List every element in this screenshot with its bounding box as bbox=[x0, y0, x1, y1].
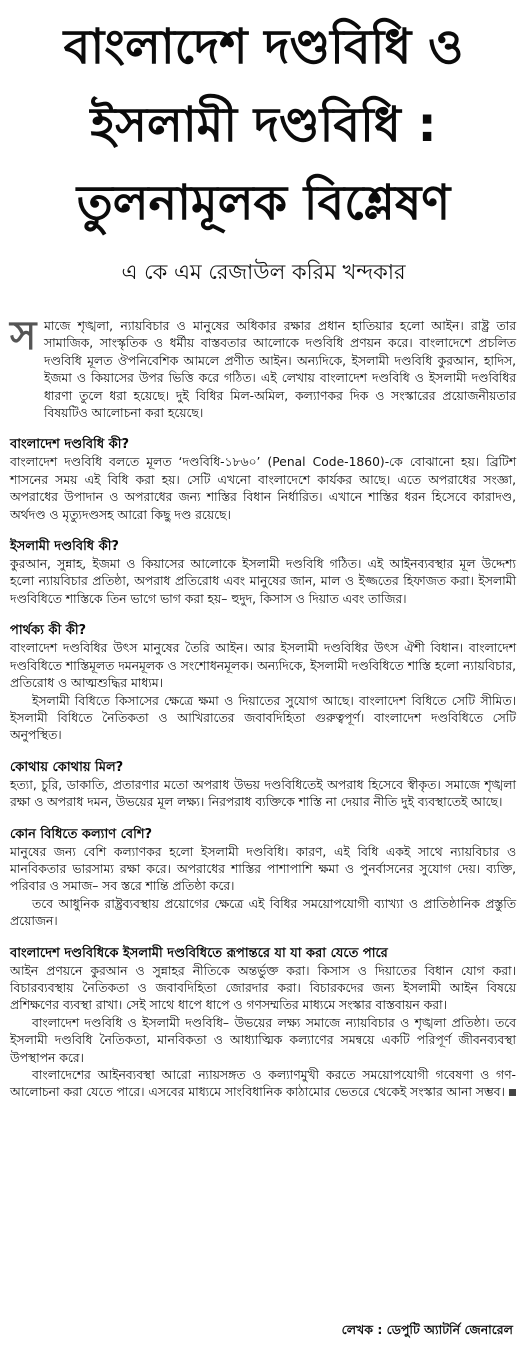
section-paragraph: বাংলাদেশ দণ্ডবিধি ও ইসলামী দণ্ডবিধি– উভয়ের লক্ষ্য সমাজে ন্যায়বিচার ও শৃঙ্খলা প্রতিষ্ঠা। তবে ইসলামী দণ্ডবিধি নৈতিকতা, মানবিকতা ও আধ্যাত্মিক কল্যাণের সমন্বয়ে একটি পরিপূর্ণ জীবনব্যবস্থা উপস্থাপন করে। bbox=[10, 1015, 516, 1065]
section-conversion-steps bbox=[10, 945, 516, 1102]
section-heading: বাংলাদেশ দণ্ডবিধি কী? bbox=[10, 437, 130, 453]
section-paragraph: আইন প্রণয়নে কুরআন ও সুন্নাহর নীতিকে অন্তর্ভুক্ত করা। কিসাস ও দিয়াতের বিধান যোগ করা। বিচারব্যবস্থায় নৈতিকতা ও জবাবদিহিতা জোরদার করা। বিচারকদের জন্য ইসলামী আইন বিষয়ে প্রশিক্ষণের ব্যবস্থা রাখা। সেই সাথে ধাপে ধাপে ও গণসম্মতির মাধ্যমে সংস্কার বাস্তবায়ন করা। bbox=[10, 963, 516, 1013]
section-heading: কোথায় কোথায় মিল? bbox=[10, 759, 124, 775]
article-headline bbox=[6, 8, 521, 242]
section-more-welfare bbox=[10, 826, 516, 931]
section-paragraph: বাংলাদেশ দণ্ডবিধি বলতে মূলত ‘দণ্ডবিধি-১৮৬০’ (Penal Code-1860)-কে বোঝানো হয়। ব্রিটিশ শাসনের সময় এই বিধি করা হয়। সেটি এখনো বাংলাদেশে কার্যকর আছে। এতে অপরাধের সংজ্ঞা, অপরাধের উপাদান ও অপরাধের জন্য শাস্তির বিধান নির্ধারিত। এখানে শাস্তির ধরন হিসেবে কারাদণ্ড, অর্থদণ্ড ও মৃত্যুদণ্ডসহ আরো কিছু দণ্ড রয়েছে। bbox=[10, 455, 516, 522]
intro-paragraph bbox=[10, 313, 516, 422]
section-paragraph-final bbox=[10, 1067, 516, 1102]
end-mark-icon bbox=[509, 1089, 516, 1096]
section-paragraph: তবে আধুনিক রাষ্ট্রব্যবস্থায় প্রয়োগের ক্ষেত্রে এই বিধির সময়োপযোগী ব্যাখ্যা ও প্রাতিষ্ঠানিক প্রস্তুতি প্রয়োজন। bbox=[10, 896, 516, 929]
section-paragraph: ইসলামী বিধিতে কিসাসের ক্ষেত্রে ক্ষমা ও দিয়াতের সুযোগ আছে। বাংলাদেশ বিধিতে সেটি সীমিত। ইসলামী বিধিতে নৈতিকতা ও আখিরাতের জবাবদিহিতা গুরুত্বপূর্ণ। বাংলাদেশ দণ্ডবিধিতে সেটি অনুপস্থিত। bbox=[10, 693, 516, 743]
author-note: লেখক : ডেপুটি অ্যাটর্নি জেনারেল bbox=[341, 1322, 513, 1337]
section-paragraph: মানুষের জন্য বেশি কল্যাণকর হলো ইসলামী দণ্ডবিধি। কারণ, এই বিধি একই সাথে ন্যায়বিচার ও মানবিকতার ভারসাম্য রক্ষা করে। অপরাধের শাস্তির পাশাপাশি ক্ষমা ও পুনর্বাসনের সুযোগ দেয়। ব্যক্তি, পরিবার ও সমাজ– সব স্তরে শান্তি প্রতিষ্ঠা করে। bbox=[10, 844, 516, 894]
section-heading: পার্থক্য কী কী? bbox=[10, 623, 87, 639]
headline-line-2: ইসলামী দণ্ডবিধি : bbox=[90, 97, 437, 153]
section-paragraph: হত্যা, চুরি, ডাকাতি, প্রতারণার মতো অপরাধ উভয় দণ্ডবিধিতেই অপরাধ হিসেবে স্বীকৃত। সমাজে শৃঙ্খলা রক্ষা ও অপরাধ দমন, উভয়ের মূল লক্ষ্য। নিরপরাধ ব্যক্তিকে শাস্তি না দেয়ার নীতি দুই ব্যবস্থাতেই আছে। bbox=[10, 777, 516, 810]
section-what-is-islamic-penal-code bbox=[10, 538, 516, 608]
intro-text: মাজে শৃঙ্খলা, ন্যায়বিচার ও মানুষের অধিকার রক্ষার প্রধান হাতিয়ার হলো আইন। রাষ্ট্র তার সামাজিক, সাংস্কৃতিক ও ধর্মীয় বাস্তবতার আলোকে দণ্ডবিধি প্রণয়ন করে। বাংলাদেশে প্রচলিত দণ্ডবিধি মূলত ঔপনিবেশিক আমলে প্রণীত আইন। অন্যদিকে, ইসলামী দণ্ডবিধি কুরআন, হাদিস, ইজমা ও কিয়াসের উপর ভিত্তি করে গঠিত। এই লেখায় বাংলাদেশ দণ্ডবিধি ও ইসলামী দণ্ডবিধির ধারণা তুলে ধরা হয়েছে। দুই বিধির মিল-অমিল, কল্যাণকর দিক ও সংস্কারের প্রয়োজনীয়তার বিষয়টিও আলোচনা করা হয়েছে। bbox=[44, 319, 516, 421]
headline-line-3: তুলনামূলক বিশ্লেষণ bbox=[76, 175, 451, 231]
drop-cap: স bbox=[10, 313, 37, 359]
section-what-is-bd-penal-code bbox=[10, 436, 516, 524]
final-paragraph-text: বাংলাদেশের আইনব্যবস্থা আরো ন্যায়সঙ্গত ও কল্যাণমুখী করতে সময়োপযোগী গবেষণা ও গণ-আলোচনা করা যেতে পারে। এসবের মাধ্যমে সাংবিধানিক কাঠামোর ভেতরে থেকেই সংস্কার আনা সম্ভব। bbox=[10, 1068, 516, 1100]
section-similarities bbox=[10, 759, 516, 812]
section-heading: বাংলাদেশ দণ্ডবিধিকে ইসলামী দণ্ডবিধিতে রূপান্তরে যা যা করা যেতে পারে bbox=[10, 945, 388, 961]
section-paragraph: কুরআন, সুন্নাহ, ইজমা ও কিয়াসের আলোকে ইসলামী দণ্ডবিধি গঠিত। এই আইনব্যবস্থার মূল উদ্দেশ্য হলো ন্যায়বিচার প্রতিষ্ঠা, অপরাধ প্রতিরোধ এবং মানুষের জান, মাল ও ইজ্জতের হিফাজত করা। ইসলামী দণ্ডবিধিতে শাস্তিকে তিন ভাগে ভাগ করা হয়– হুদুদ, কিসাস ও দিয়াত এবং তাজির। bbox=[10, 557, 516, 606]
author-byline: এ কে এম রেজাউল করিম খন্দকার bbox=[121, 260, 406, 284]
section-differences bbox=[10, 622, 516, 744]
section-heading: কোন বিধিতে কল্যাণ বেশি? bbox=[10, 826, 153, 842]
section-heading: ইসলামী দণ্ডবিধি কী? bbox=[10, 539, 119, 555]
headline-line-1: বাংলাদেশ দণ্ডবিধি ও bbox=[63, 19, 464, 75]
section-paragraph: বাংলাদেশ দণ্ডবিধির উৎস মানুষের তৈরি আইন। আর ইসলামী দণ্ডবিধির উৎস ঐশী বিধান। বাংলাদেশ দণ্ডবিধিতে শাস্তিমূলত দমনমূলক ও সংশোধনমূলক। অন্যদিকে, ইসলামী দণ্ডবিধিতে শাস্তি হলো ন্যায়বিচার, প্রতিরোধ ও আত্মশুদ্ধির মাধ্যম। bbox=[10, 641, 516, 691]
article-body bbox=[10, 313, 516, 1102]
